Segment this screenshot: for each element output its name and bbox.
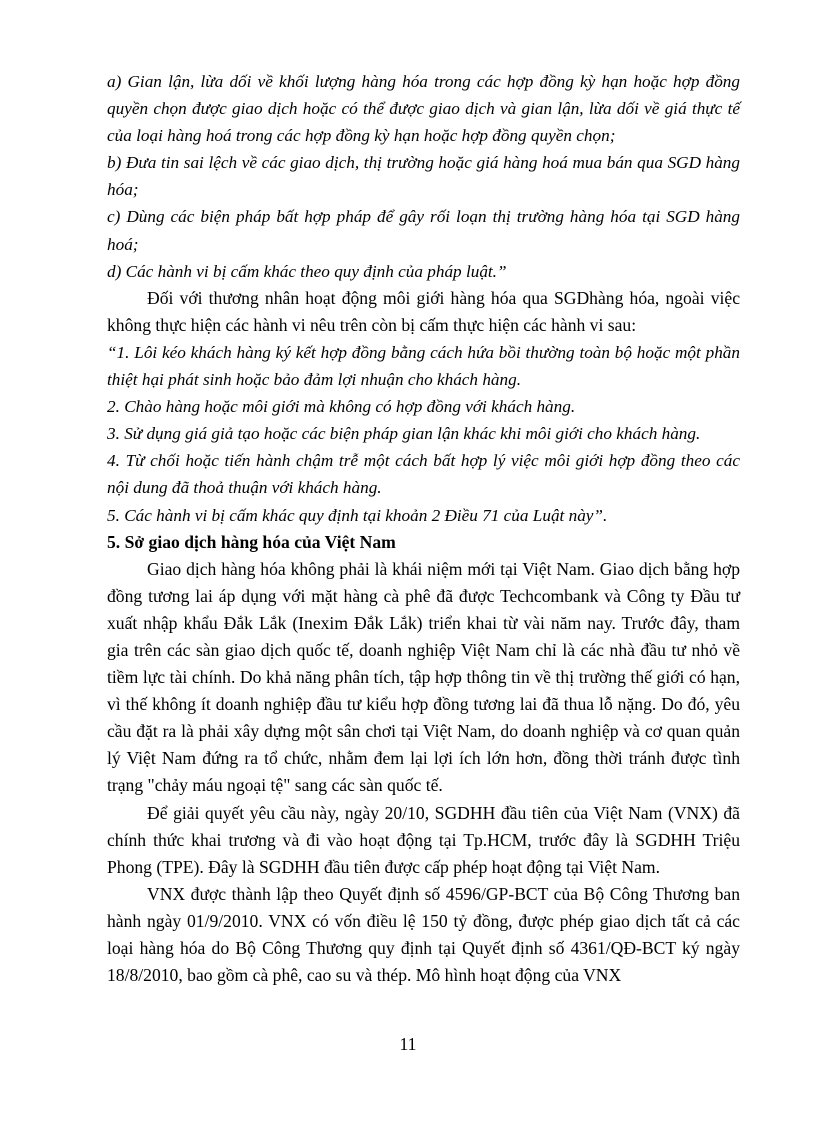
list-item-5: 5. Các hành vi bị cấm khác quy định tại khoản 2 Điều 71 của Luật này”. [107, 505, 608, 525]
intro-paragraph: Đối với thương nhân hoạt động môi giới hàng hóa qua SGDhàng hóa, ngoài việc không thực hiện các hành vi nêu trên còn bị cấm thực hiện các hành vi sau: [107, 287, 740, 335]
list-item-d: d) Các hành vi bị cấm khác theo quy định của pháp luật.” [107, 261, 507, 281]
list-item-1: “1. Lôi kéo khách hàng ký kết hợp đồng bằng cách hứa bồi thường toàn bộ hoặc một phần thiệt hại phát sinh hoặc bảo đảm lợi nhuận cho khách hàng. [107, 342, 740, 390]
list-item-b: b) Đưa tin sai lệch về các giao dịch, thị trường hoặc giá hàng hoá mua bán qua SGD hàng hóa; [107, 153, 740, 200]
page-body [107, 68, 740, 989]
body-paragraph: Giao dịch hàng hóa không phải là khái niệm mới tại Việt Nam. Giao dịch bằng hợp đồng tương lai áp dụng với mặt hàng cà phê đã được Techcombank và Công ty Đầu tư xuất nhập khẩu Đắk Lắk (Inexim Đắk Lắk) triển khai từ vài năm nay. Trước đây, tham gia trên các sàn giao dịch quốc tế, doanh nghiệp Việt Nam chỉ là các nhà đầu tư nhỏ về tiềm lực tài chính. Do khả năng phân tích, tập hợp thông tin về thị trường thế giới có hạn, vì thế không ít doanh nghiệp đầu tư kiểu hợp đồng tương lai đã thua lỗ nặng. Do đó, yêu cầu đặt ra là phải xây dựng một sân chơi tại Việt Nam, do doanh nghiệp và cơ quan quản lý Việt Nam đứng ra tổ chức, nhằm đem lại lợi ích lớn hơn, đồng thời tránh được tình trạng "chảy máu ngoại tệ" sang các sàn quốc tế. [107, 558, 740, 796]
body-paragraph: Để giải quyết yêu cầu này, ngày 20/10, SGDHH đầu tiên của Việt Nam (VNX) đã chính thức khai trương và đi vào hoạt động tại Tp.HCM, trước đây là SGDHH Triệu Phong (TPE). Đây là SGDHH đầu tiên được cấp phép hoạt động tại Việt Nam. [107, 802, 740, 877]
list-item-c: c) Dùng các biện pháp bất hợp pháp để gây rối loạn thị trường hàng hóa tại SGD hàng hoá; [107, 207, 740, 254]
body-paragraph: VNX được thành lập theo Quyết định số 4596/GP-BCT của Bộ Công Thương ban hành ngày 01/9/2010. VNX có vốn điều lệ 150 tỷ đồng, được phép giao dịch tất cả các loại hàng hóa do Bộ Công Thương quy định tại Quyết định số 4361/QĐ-BCT ký ngày 18/8/2010, bao gồm cà phê, cao su và thép. Mô hình hoạt động của VNX [107, 883, 740, 986]
list-item-a: a) Gian lận, lừa dối về khối lượng hàng hóa trong các hợp đồng kỳ hạn hoặc hợp đồng quyền chọn được giao dịch hoặc có thể được giao dịch và gian lận, lừa dối về giá thực tế của loại hàng hoá trong các hợp đồng kỳ hạn hoặc hợp đồng quyền chọn; [107, 72, 740, 146]
page-number: 11 [399, 1034, 417, 1054]
list-item-4: 4. Từ chối hoặc tiến hành chậm trễ một cách bất hợp lý việc môi giới hợp đồng theo các nội dung đã thoả thuận với khách hàng. [107, 451, 740, 498]
section-heading: 5. Sở giao dịch hàng hóa của Việt Nam [107, 531, 396, 552]
list-item-3: 3. Sử dụng giá giả tạo hoặc các biện pháp gian lận khác khi môi giới cho khách hàng. [107, 424, 701, 444]
list-item-2: 2. Chào hàng hoặc môi giới mà không có hợp đồng với khách hàng. [107, 397, 576, 417]
